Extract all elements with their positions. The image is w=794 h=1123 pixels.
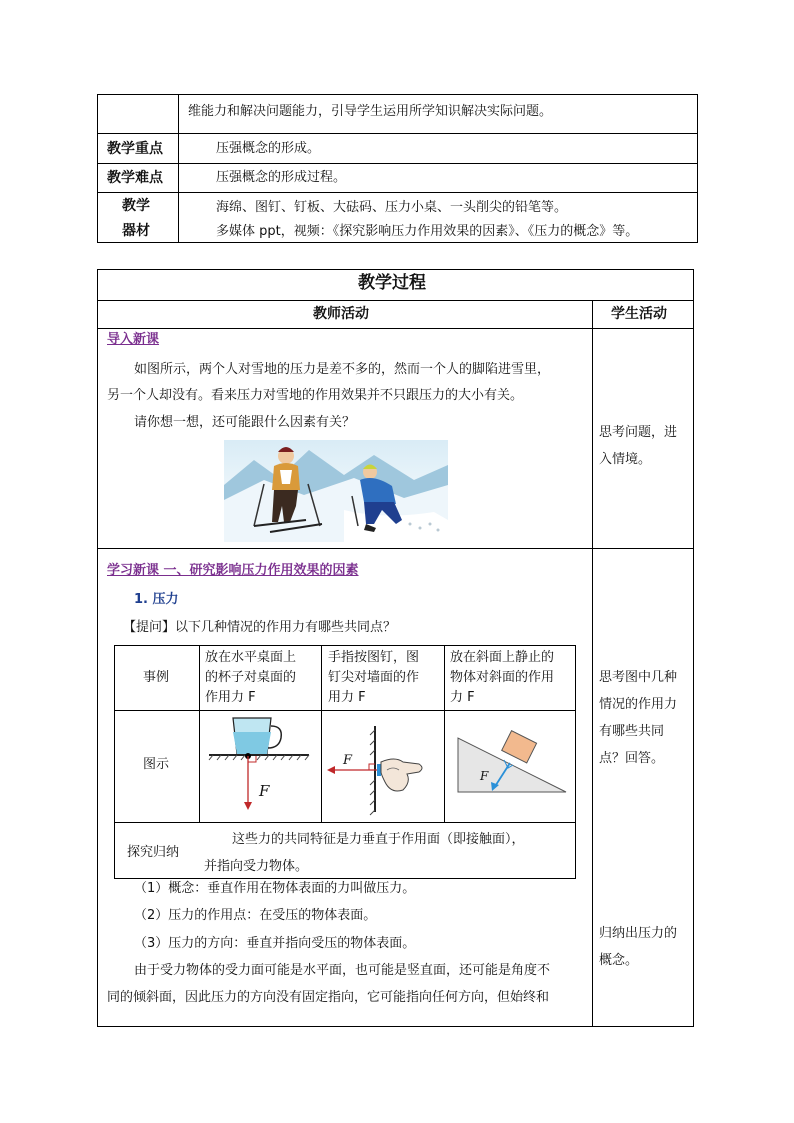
rule — [97, 548, 694, 549]
intro-paragraph-line: 如图所示，两个人对雪地的压力是差不多的，然而一个人的脚陷进雪里， — [134, 362, 551, 377]
rule — [575, 645, 576, 879]
intro-question: 请你想一想，还可能跟什么因素有关？ — [134, 415, 356, 430]
rule — [697, 94, 698, 243]
point-item: （3）压力的方向：垂直并指向受压的物体表面。 — [134, 936, 416, 951]
point-item: （2）压力的作用点：在受压的物体表面。 — [134, 908, 377, 923]
case-1-text: 放在水平桌面上 — [205, 650, 297, 665]
intro-paragraph-line: 另一个人却没有。看来压力对雪地的作用效果并不只跟压力的大小有关。 — [107, 388, 524, 403]
case-3-text: 力 F — [450, 690, 475, 705]
materials-line: 海绵、图钉、钉板、大砝码、压力小桌、一头削尖的铅笔等。 — [216, 200, 568, 215]
force-label: F — [343, 753, 353, 768]
rule — [114, 878, 576, 879]
objective-text: 维能力和解决问题能力，引导学生运用所学知识解决实际问题。 — [188, 104, 553, 119]
student-activity-line: 概念。 — [599, 953, 639, 968]
rule — [114, 645, 576, 646]
case-2-text: 钉尖对墙面的作 — [328, 670, 420, 685]
difficulty-label: 教学难点 — [107, 170, 163, 186]
diagram-label: 图示 — [143, 757, 170, 772]
incline-block-diagram — [452, 724, 570, 798]
force-label: F — [259, 782, 270, 800]
case-1-text: 的杯子对桌面的 — [205, 670, 297, 685]
summary-text: 并指向受力物体。 — [204, 859, 309, 874]
cup-on-table-diagram — [205, 714, 315, 818]
rule — [97, 269, 694, 270]
rule — [97, 242, 698, 243]
rule — [178, 94, 179, 243]
thumbtack-wall-diagram — [327, 720, 439, 818]
rule — [97, 94, 698, 95]
student-activity-line: 情况的作用力 — [599, 697, 678, 712]
rule — [97, 192, 698, 193]
rule — [444, 645, 445, 823]
new-lesson-heading: 学习新课 一、研究影响压力作用效果的因素 — [107, 563, 359, 578]
student-activity-line: 有哪些共同 — [599, 724, 665, 739]
rule — [97, 94, 98, 243]
skiers-illustration — [224, 440, 448, 542]
rule — [693, 269, 694, 1027]
case-3-text: 物体对斜面的作用 — [450, 670, 555, 685]
materials-line: 多媒体 ppt，视频：《探究影响压力作用效果的因素》、《压力的概念》等。 — [216, 224, 639, 239]
rule — [97, 1026, 694, 1027]
student-column-header: 学生活动 — [611, 306, 667, 322]
rule — [114, 645, 115, 879]
rule — [97, 269, 98, 1027]
explanation-line: 由于受力物体的受力面可能是水平面，也可能是竖直面，还可能是角度不 — [134, 963, 551, 978]
case-2-text: 用力 F — [328, 690, 366, 705]
skiers-image — [224, 440, 448, 542]
rule — [114, 822, 576, 823]
student-activity-line: 点？回答。 — [599, 751, 665, 766]
materials-label: 器材 — [122, 223, 150, 239]
student-activity-line: 入情境。 — [599, 452, 652, 467]
rule — [97, 133, 698, 134]
case-1-text: 作用力 F — [205, 690, 256, 705]
materials-label: 教学 — [122, 198, 150, 214]
process-title: 教学过程 — [358, 273, 426, 293]
intro-heading: 导入新课 — [107, 332, 160, 347]
summary-label: 探究归纳 — [127, 845, 180, 860]
explanation-line: 同的倾斜面，因此压力的方向没有固定指向，它可能指向任何方向，但始终和 — [107, 990, 550, 1005]
student-activity-line: 思考图中几种 — [599, 670, 678, 685]
pressure-subheading: 1. 压力 — [134, 592, 179, 607]
teacher-column-header: 教师活动 — [313, 306, 369, 322]
rule — [97, 163, 698, 164]
rule — [592, 300, 593, 1027]
case-2-text: 手指按图钉，图 — [328, 650, 420, 665]
case-label: 事例 — [143, 670, 170, 685]
rule — [114, 710, 576, 711]
key-point-value: 压强概念的形成。 — [216, 141, 321, 156]
point-item: （1）概念：垂直作用在物体表面的力叫做压力。 — [134, 881, 416, 896]
rule — [199, 645, 200, 823]
key-point-label: 教学重点 — [107, 141, 163, 157]
student-activity-line: 思考问题，进 — [599, 425, 678, 440]
difficulty-value: 压强概念的形成过程。 — [216, 170, 347, 185]
rule — [97, 300, 694, 301]
rule — [321, 645, 322, 823]
force-label: F — [480, 769, 489, 783]
summary-text: 这些力的共同特征是力垂直于作用面（即接触面）， — [232, 832, 525, 847]
case-3-text: 放在斜面上静止的 — [450, 650, 555, 665]
question-text: 【提问】以下几种情况的作用力有哪些共同点？ — [123, 620, 397, 635]
rule — [97, 328, 694, 329]
student-activity-line: 归纳出压力的 — [599, 926, 678, 941]
